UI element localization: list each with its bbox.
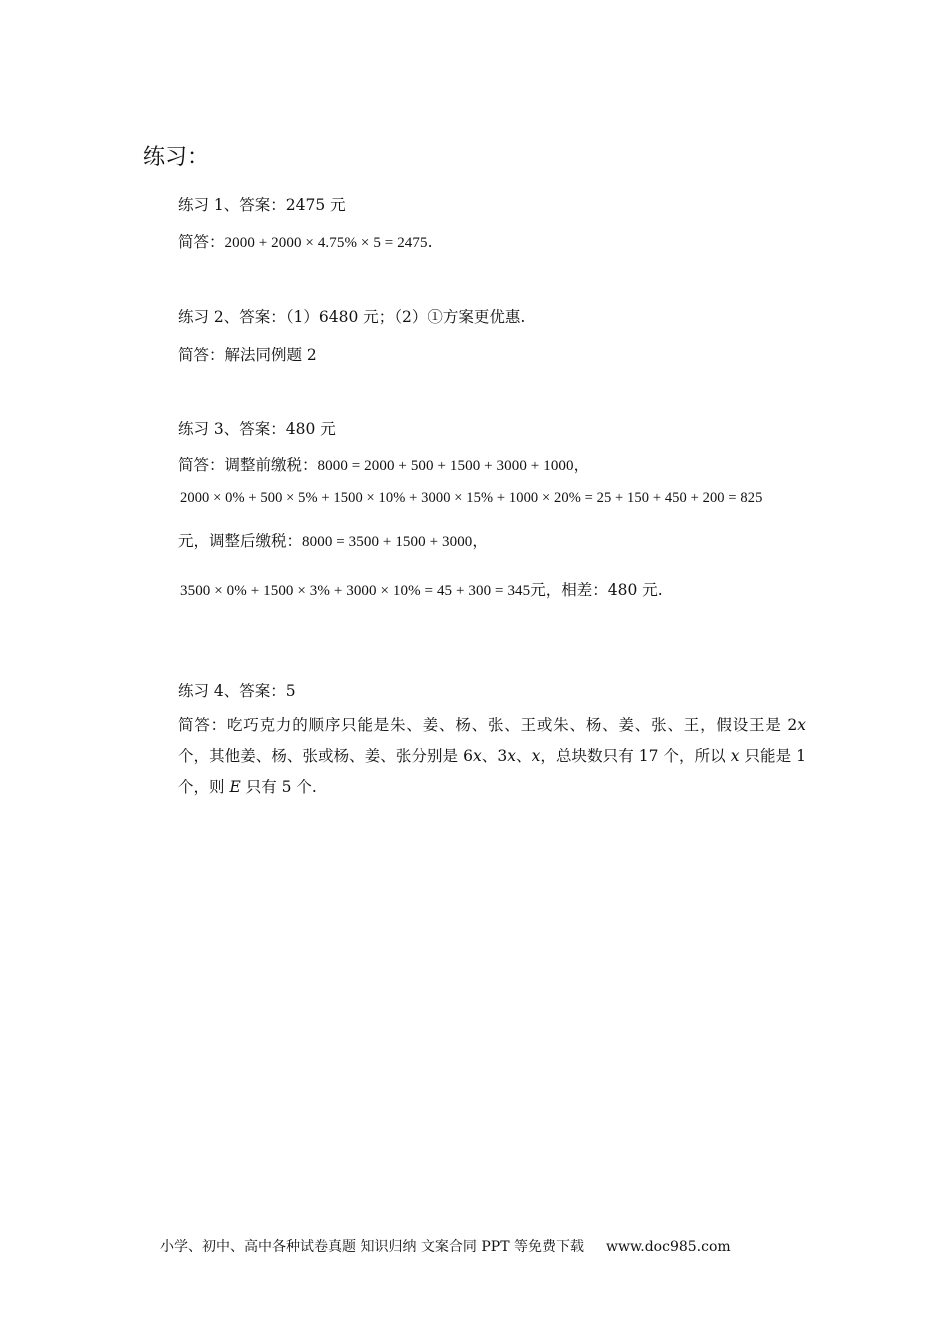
ex4-answer: 练习 4、答案：5	[178, 682, 296, 700]
ex4-var-x-5: x	[730, 747, 740, 765]
ex4-text-3: 、3	[481, 747, 508, 765]
ex4-brief	[178, 710, 806, 803]
ex4-text-2: 个，其他姜、杨、张或杨、姜、张分别是 6	[178, 747, 473, 765]
ex3-after-label: 元，调整后缴税：	[178, 532, 303, 550]
page-footer	[160, 1236, 731, 1256]
ex3-before-label: 简答：调整前缴税：	[178, 456, 318, 474]
ex4-text-6: 只能是 1 个，则	[178, 747, 806, 796]
ex1-end: .	[427, 233, 433, 251]
ex1-brief	[178, 230, 433, 252]
ex4-var-x-4: x	[531, 747, 541, 765]
footer-text: 小学、初中、高中各种试卷真题 知识归纳 文案合同 PPT 等免费下载	[160, 1239, 584, 1255]
ex2-brief: 简答：解法同例题 2	[178, 346, 317, 364]
ex3-before-line	[178, 453, 589, 475]
ex4-var-e: E	[229, 778, 241, 796]
ex4-text-1: 简答：吃巧克力的顺序只能是朱、姜、杨、张、王或朱、杨、姜、张、王，假设王是 2	[178, 716, 798, 734]
ex1-answer: 练习 1、答案：2475 元	[178, 196, 346, 214]
ex3-before-formula: 8000 = 2000 + 500 + 1500 + 3000 + 1000	[317, 458, 574, 474]
ex3-after-calc: 3500 × 0% + 1500 × 3% + 3000 × 10% = 45 + 300 = 345	[180, 583, 531, 599]
ex4-var-x-3: x	[507, 747, 516, 765]
ex3-before-calc: 2000 × 0% + 500 × 5% + 1500 × 10% + 3000 × 15% + 1000 × 20% = 25 + 150 + 450 + 200 = 825	[180, 490, 763, 506]
page-heading: 练习：	[143, 145, 210, 170]
ex3-comma-2: ，	[472, 532, 488, 550]
ex4-text-5: ，总块数只有 17 个，所以	[540, 747, 731, 765]
ex3-diff: 元，相差：480 元.	[530, 581, 663, 599]
ex3-after-formula: 8000 = 3500 + 1500 + 3000	[302, 534, 473, 550]
ex3-after-calc-line	[180, 578, 663, 600]
ex3-comma-1: ，	[573, 456, 590, 474]
ex3-answer: 练习 3、答案：480 元	[178, 420, 336, 438]
ex4-text-7: 只有 5 个.	[240, 778, 317, 796]
footer-url[interactable]: www.doc985.com	[605, 1239, 731, 1255]
ex1-brief-label: 简答：	[178, 233, 225, 251]
ex4-text-4: 、	[515, 747, 532, 765]
ex3-after-line	[178, 529, 488, 551]
ex2-answer: 练习 2、答案：（1）6480 元；（2）①方案更优惠.	[178, 308, 526, 326]
ex4-var-x-2: x	[472, 747, 482, 765]
ex1-formula: 2000 + 2000 × 4.75% × 5 = 2475	[224, 235, 428, 251]
ex4-var-x-1: x	[797, 716, 806, 734]
